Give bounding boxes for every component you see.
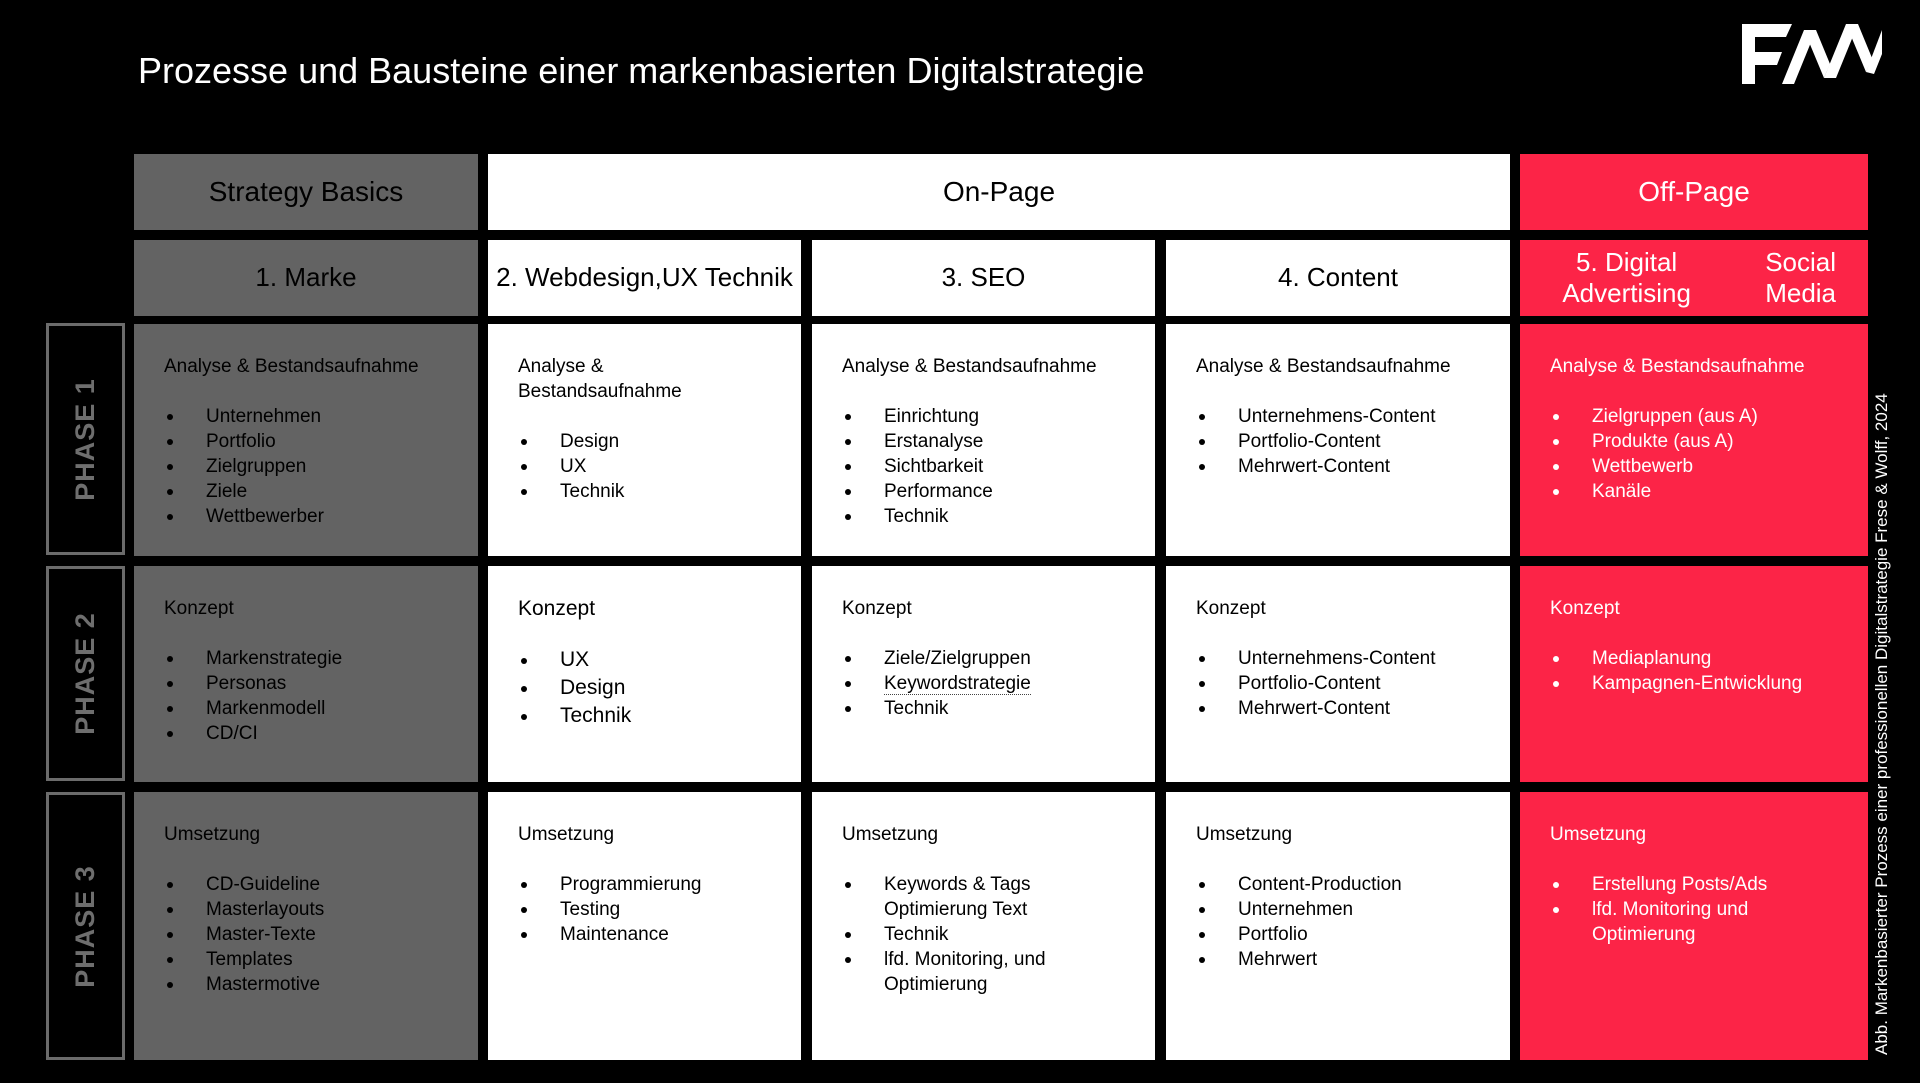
bullet-list [842,646,1135,721]
cell-phase3-webdesign [488,792,801,1060]
cell-phase2-content [1166,566,1510,782]
cell-phase1-webdesign [488,324,801,556]
bullet-list [518,646,781,730]
column-header-seo [812,240,1155,316]
bullet-list [1550,404,1848,504]
cell-heading: Analyse & Bestandsaufnahme [518,356,682,402]
list-item: Erstellung Posts/Ads [1550,872,1808,897]
fw-logo [1742,24,1882,92]
cell-phase3-digital-advertising [1520,792,1868,1060]
bullet-list [1196,646,1490,721]
group-header-off-page: Off-Page [1520,154,1868,230]
cell-heading: Umsetzung [164,824,261,845]
list-item: Portfolio-Content [1196,671,1490,696]
column-header-line: 1. Marke [255,262,357,293]
bullet-list [1196,404,1490,479]
list-item-text: Keywordstrategie [884,673,1031,694]
group-header-on-page: On-Page [488,154,1510,230]
list-item: Unternehmens-Content [1196,404,1490,429]
list-item: Technik [842,504,1135,529]
list-item: Masterlayouts [164,897,458,922]
list-item: Portfolio [1196,922,1490,947]
list-item: Performance [842,479,1135,504]
list-item: CD-Guideline [164,872,458,897]
bullet-list [1550,646,1848,696]
column-header-digital-advertising [1520,240,1868,316]
list-item: Einrichtung [842,404,1135,429]
list-item: Technik [518,702,781,730]
cell-heading: Umsetzung [842,824,939,845]
list-item: Kampagnen-Entwicklung [1550,671,1848,696]
list-item: UX [518,646,781,674]
bullet-list [164,404,458,529]
column-header-line: 5. Digital Advertising [1562,246,1691,308]
column-header-line: UX Technik [661,262,793,293]
column-header-marke [134,240,478,316]
cell-phase1-marke [134,324,478,556]
list-item: Maintenance [518,922,781,947]
list-item: Wettbewerber [164,504,458,529]
list-item: Content-Production [1196,872,1490,897]
list-item: Unternehmen [1196,897,1490,922]
cell-phase3-seo [812,792,1155,1060]
list-item: Mediaplanung [1550,646,1848,671]
list-item: Markenmodell [164,696,458,721]
cell-phase3-content [1166,792,1510,1060]
cell-heading: Analyse & Bestandsaufnahme [164,356,419,377]
list-item: Erstanalyse [842,429,1135,454]
cell-heading: Analyse & Bestandsaufnahme [842,356,1097,377]
phase-3-label [46,792,125,1060]
cell-phase2-seo [812,566,1155,782]
bullet-list [164,872,458,997]
list-item: Templates [164,947,458,972]
cell-heading: Analyse & Bestandsaufnahme [1196,356,1451,377]
list-item: Technik [842,922,1055,947]
list-item: Design [518,674,781,702]
column-header-line: 4. Content [1278,262,1398,293]
list-item: Produkte (aus A) [1550,429,1848,454]
cell-phase1-digital-advertising [1520,324,1868,556]
list-item: lfd. Monitoring und Optimierung [1550,897,1808,947]
cell-phase3-marke [134,792,478,1060]
phase-label-text: PHASE 1 [70,377,101,501]
cell-heading: Konzept [164,598,234,619]
list-item: lfd. Monitoring, und Optimierung [842,947,1055,997]
list-item: Technik [842,696,1135,721]
cell-heading: Umsetzung [518,824,615,845]
column-header-line: 3. SEO [941,262,1026,293]
list-item: Zielgruppen (aus A) [1550,404,1848,429]
cell-heading: Konzept [1196,598,1266,619]
cell-phase1-content [1166,324,1510,556]
list-item: Unternehmen [164,404,458,429]
list-item: Mehrwert [1196,947,1490,972]
list-item: UX [518,454,741,479]
cell-heading: Konzept [518,597,596,620]
list-item: Ziele [164,479,458,504]
cell-heading: Umsetzung [1196,824,1293,845]
list-item: Zielgruppen [164,454,458,479]
list-item: Portfolio-Content [1196,429,1490,454]
phase-2-label [46,566,125,781]
cell-phase2-marke [134,566,478,782]
page-title: Prozesse und Bausteine einer markenbasierten Digitalstrategie [138,50,1145,91]
list-item: Technik [518,479,741,504]
cell-heading: Konzept [842,598,912,619]
column-header-content [1166,240,1510,316]
column-header-webdesign [488,240,801,316]
phase-label-text: PHASE 2 [70,612,101,735]
column-header-line: Social Media [1765,246,1837,308]
list-item [842,671,1135,696]
list-item: CD/CI [164,721,458,746]
list-item: Markenstrategie [164,646,458,671]
list-item: Wettbewerb [1550,454,1848,479]
group-header-strategy-basics: Strategy Basics [134,154,478,230]
list-item: Mehrwert-Content [1196,696,1490,721]
bullet-list [518,872,781,947]
bullet-list [1196,872,1490,972]
bullet-list [164,646,458,746]
list-item: Personas [164,671,458,696]
cell-phase2-digital-advertising [1520,566,1868,782]
list-item: Mastermotive [164,972,458,997]
list-item: Sichtbarkeit [842,454,1135,479]
phase-1-label [46,323,125,555]
bullet-list [1550,872,1808,947]
cell-phase1-seo [812,324,1155,556]
list-item: Kanäle [1550,479,1848,504]
list-item: Portfolio [164,429,458,454]
column-header-line: 2. Webdesign, [496,262,662,293]
list-item: Testing [518,897,781,922]
bullet-list [842,872,1055,997]
figure-caption: Abb. Markenbasierter Prozess einer professionellen Digitalstrategie Frese & Wolff, 2024 [1872,393,1891,1055]
cell-heading: Analyse & Bestandsaufnahme [1550,356,1805,377]
list-item: Mehrwert-Content [1196,454,1490,479]
list-item: Programmierung [518,872,781,897]
cell-heading: Umsetzung [1550,824,1647,845]
list-item: Unternehmens-Content [1196,646,1490,671]
list-item: Design [518,429,741,454]
cell-heading: Konzept [1550,598,1620,619]
bullet-list [518,429,741,504]
list-item: Keywords & Tags Optimierung Text [842,872,1055,922]
list-item: Ziele/Zielgruppen [842,646,1135,671]
bullet-list [842,404,1135,529]
phase-label-text: PHASE 3 [70,864,101,988]
list-item: Master-Texte [164,922,458,947]
cell-phase2-webdesign [488,566,801,782]
